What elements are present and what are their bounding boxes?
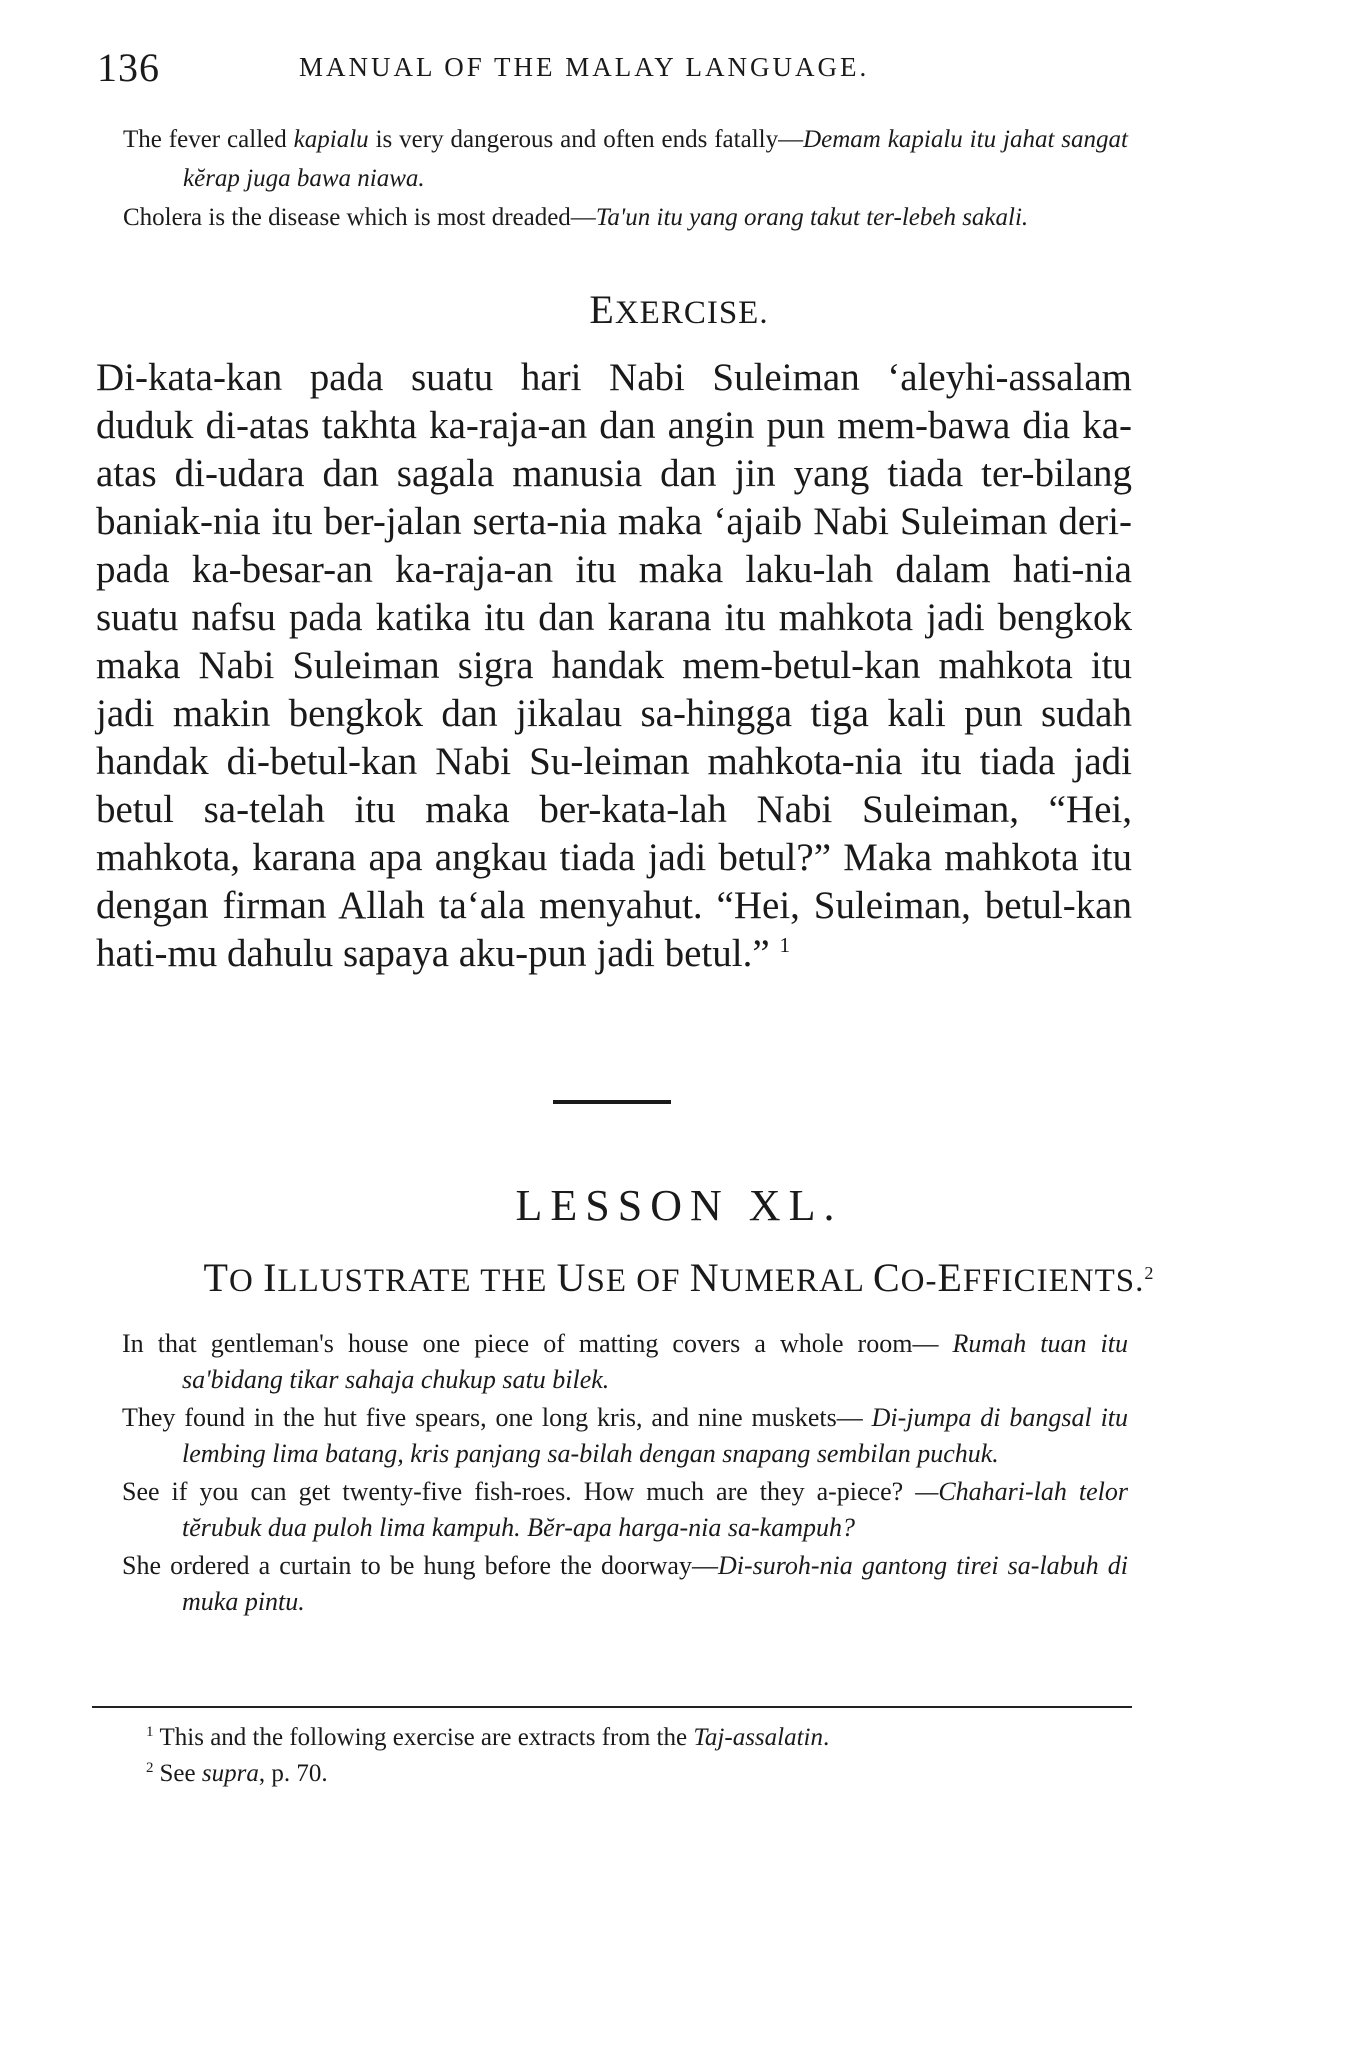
footnote-rule xyxy=(92,1706,1132,1708)
footnotes xyxy=(146,1720,1126,1792)
lesson-sentences xyxy=(122,1326,1128,1622)
page-number: 136 xyxy=(97,45,160,90)
page-header xyxy=(97,44,1157,94)
running-title: MANUAL OF THE MALAY LANGUAGE. xyxy=(299,52,870,82)
sentence-entry: See if you can get twenty-five fish-roes. How much are they a-piece? —Chahari-lah telor tĕrubuk dua puloh lima kampuh. Bĕr-apa harga-nia sa-kampuh? xyxy=(122,1477,1129,1542)
lesson-title: LESSON XL. xyxy=(515,1181,843,1230)
footnote: $^1$ This and the following exercise are extracts from the Taj-assalatin. xyxy=(146,1723,830,1751)
example-entry: The fever called kapialu is very dangerous and often ends fatally—Demam kapialu itu jahat sangat kĕrap juga bawa niawa. xyxy=(123,126,1128,192)
exercise-heading: EXERCISE. xyxy=(589,287,769,332)
exercise-paragraph: Di-kata-kan pada suatu hari Nabi Suleiman ‘aleyhi-assalam duduk di-atas takhta ka-raja-an dan angin pun mem-bawa dia ka-atas di-udara dan sagala manusia dan jin yang tiada ter-bilang baniak-nia itu ber-jalan serta-nia maka ‘ajaib Nabi Suleiman deri-pada ka-besar-an ka-raja-an itu maka laku-lah dalam hati-nia suatu nafsu pada katika itu dan karana itu mahkota jadi bengkok maka Nabi Suleiman sigra handak mem-betul-kan mahkota itu jadi makin bengkok dan jikalau sa-hingga tiga kali pun sudah handak di-betul-kan Nabi Su-leiman mahkota-nia itu tiada jadi betul sa-telah itu maka ber-kata-lah Nabi Suleiman, “Hei, mahkota, karana apa angkau tiada jadi betul?” Maka mahkota itu dengan firman Allah ta‘ala menyahut. “Hei, Suleiman, betul-kan hati-mu dahulu sapaya aku-pun jadi betul.” $^1$ xyxy=(96,356,1132,975)
sentence-entry: They found in the hut five spears, one long kris, and nine muskets— Di-jumpa di bangsal itu lembing lima batang, kris panjang sa-bilah dengan snapang sembilan puchuk. xyxy=(122,1403,1129,1468)
example-entry: Cholera is the disease which is most dreaded—Ta'un itu yang orang takut ter-lebeh sakali. xyxy=(123,204,1029,231)
lesson-subtitle: TO ILLUSTRATE THE USE OF NUMERAL CO-EFFICIENTS.$^2$ xyxy=(203,1255,1155,1300)
footnote: $^2$ See supra, p. 70. xyxy=(146,1759,328,1787)
example-sentences xyxy=(123,120,1128,237)
sentence-entry: She ordered a curtain to be hung before the doorway—Di-suroh-nia gantong tirei sa-labuh di muka pintu. xyxy=(122,1551,1128,1616)
footnote-ref: 2 xyxy=(1144,1263,1155,1283)
sentence-entry: In that gentleman's house one piece of matting covers a whole room— Rumah tuan itu sa'bidang tikar sahaja chukup satu bilek. xyxy=(122,1329,1128,1394)
section-separator xyxy=(553,1100,671,1104)
footnote-ref: 1 xyxy=(779,933,791,957)
